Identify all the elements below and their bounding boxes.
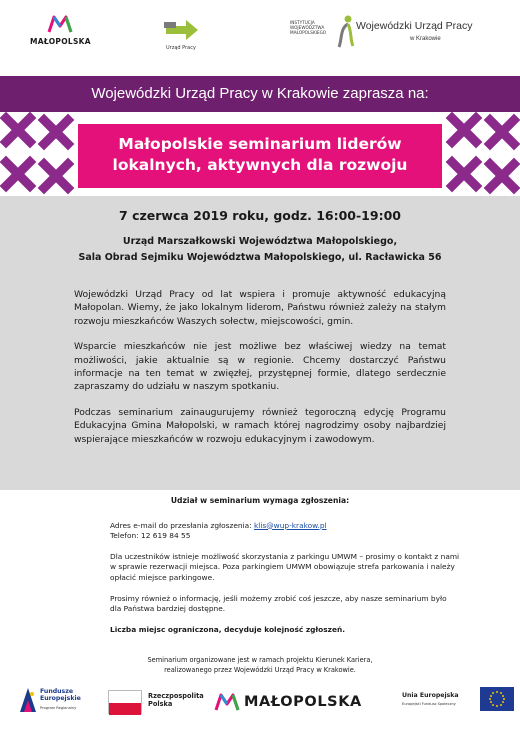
parking-info: Dla uczestników istnieje możliwość skorzystania z parkingu UMWM – prosimy o kontakt z nami w sprawie rezerwacji miejsca. Poza parkingiem UMWM obowiązuje strefa parkowania i należy opłacić miejsce parkingowe. [110,551,460,582]
event-description [74,288,446,458]
malopolska-m-icon [214,692,240,712]
arrow-logo-icon [162,18,202,44]
description-paragraph: Wsparcie mieszkańców nie jest możliwe bez właściwej wiedzy na temat możliwości, jakie aktualnie są w regionie. Chcemy dostarczyć Państwu informacje na ten temat w zwięzłej, przystępnej formie, dlatego serdecznie zapraszamy do udziału w naszym spotkaniu. [74,341,446,393]
registration-heading: Udział w seminarium wymaga zgłoszenia: [170,496,350,505]
unia-europejska-logo: Unia Europejska Europejski Fundusz Społeczny [400,686,516,720]
fe-star-icon [18,686,38,714]
invitation-banner: Wojewódzki Urząd Pracy w Krakowie zaprasza na: [0,76,520,112]
title-area [0,112,520,196]
description-paragraph: Podczas seminarium zainaugurujemy również tegoroczną edycję Programu Edukacyjna Gmina Małopolski, w ramach której nagrodzimy osoby najbardziej wspierające mieszkańców w rozwoju edukacyjnym i zawodowym. [74,406,446,445]
contact-info: Adres e-mail do przesłania zgłoszenia: klis@wup-krakow.pl Telefon: 12 619 84 55 [110,520,327,541]
urzad-pracy-logo: Urząd Pracy [162,18,222,54]
limit-notice: Liczba miejsc ograniczona, decyduje kolejność zgłoszeń. [110,624,346,634]
rzeczpospolita-polska-logo: Rzeczpospolita Polska [106,686,216,720]
seminar-title: Małopolskie seminarium liderów lokalnych, aktywnych dla rozwoju [78,124,442,188]
malopolska-m-icon [47,14,73,34]
header-logos [0,0,520,72]
accessibility-request: Prosimy również o informację, jeśli możemy zrobić coś jeszcze, aby nasze seminarium było dla Państwa bardziej dostępne. [110,593,447,614]
email-link[interactable]: klis@wup-krakow.pl [254,520,327,530]
wup-krakow-logo: INSTYTUCJA WOJEWÓDZTWA MAŁOPOLSKIEGO Wojewódzki Urząd Pracy w Krakowie [290,14,500,58]
cross-pattern-right-icon [440,112,520,196]
malopolska-logo: MAŁOPOLSKA [30,14,90,58]
cross-pattern-left-icon [0,112,80,196]
person-figure-icon [336,14,356,48]
event-date: 7 czerwca 2019 roku, godz. 16:00-19:00 [119,208,401,223]
institution-label: INSTYTUCJA WOJEWÓDZTWA MAŁOPOLSKIEGO [290,20,327,35]
phone-number: Telefon: 12 619 84 55 [110,531,191,541]
event-details-section [0,196,520,490]
fundusze-europejskie-logo: Fundusze Europejskie Program Regionalny [18,686,98,720]
footer-logos [0,684,520,728]
eu-flag-icon [480,687,514,711]
malopolska-footer-logo: MAŁOPOLSKA [214,688,386,718]
project-note: Seminarium organizowane jest w ramach projektu Kierunek Kariera, realizowanego przez Wojewódzki Urząd Pracy w Krakowie. [147,656,373,674]
polish-flag-icon [108,690,142,714]
event-venue: Urząd Marszałkowski Województwa Małopolskiego, Sala Obrad Sejmiku Województwa Małopolskiego, ul. Racławicka 56 [78,236,442,263]
registration-info [110,496,460,645]
description-paragraph: Wojewódzki Urząd Pracy od lat wspiera i promuje aktywność edukacyjną Małopolan. Wiemy, że jako lokalnym liderom, Państwu również zależy na stałym rozwoju mieszkańców Waszych sołectw, miejscowości, gmin. [74,289,446,327]
